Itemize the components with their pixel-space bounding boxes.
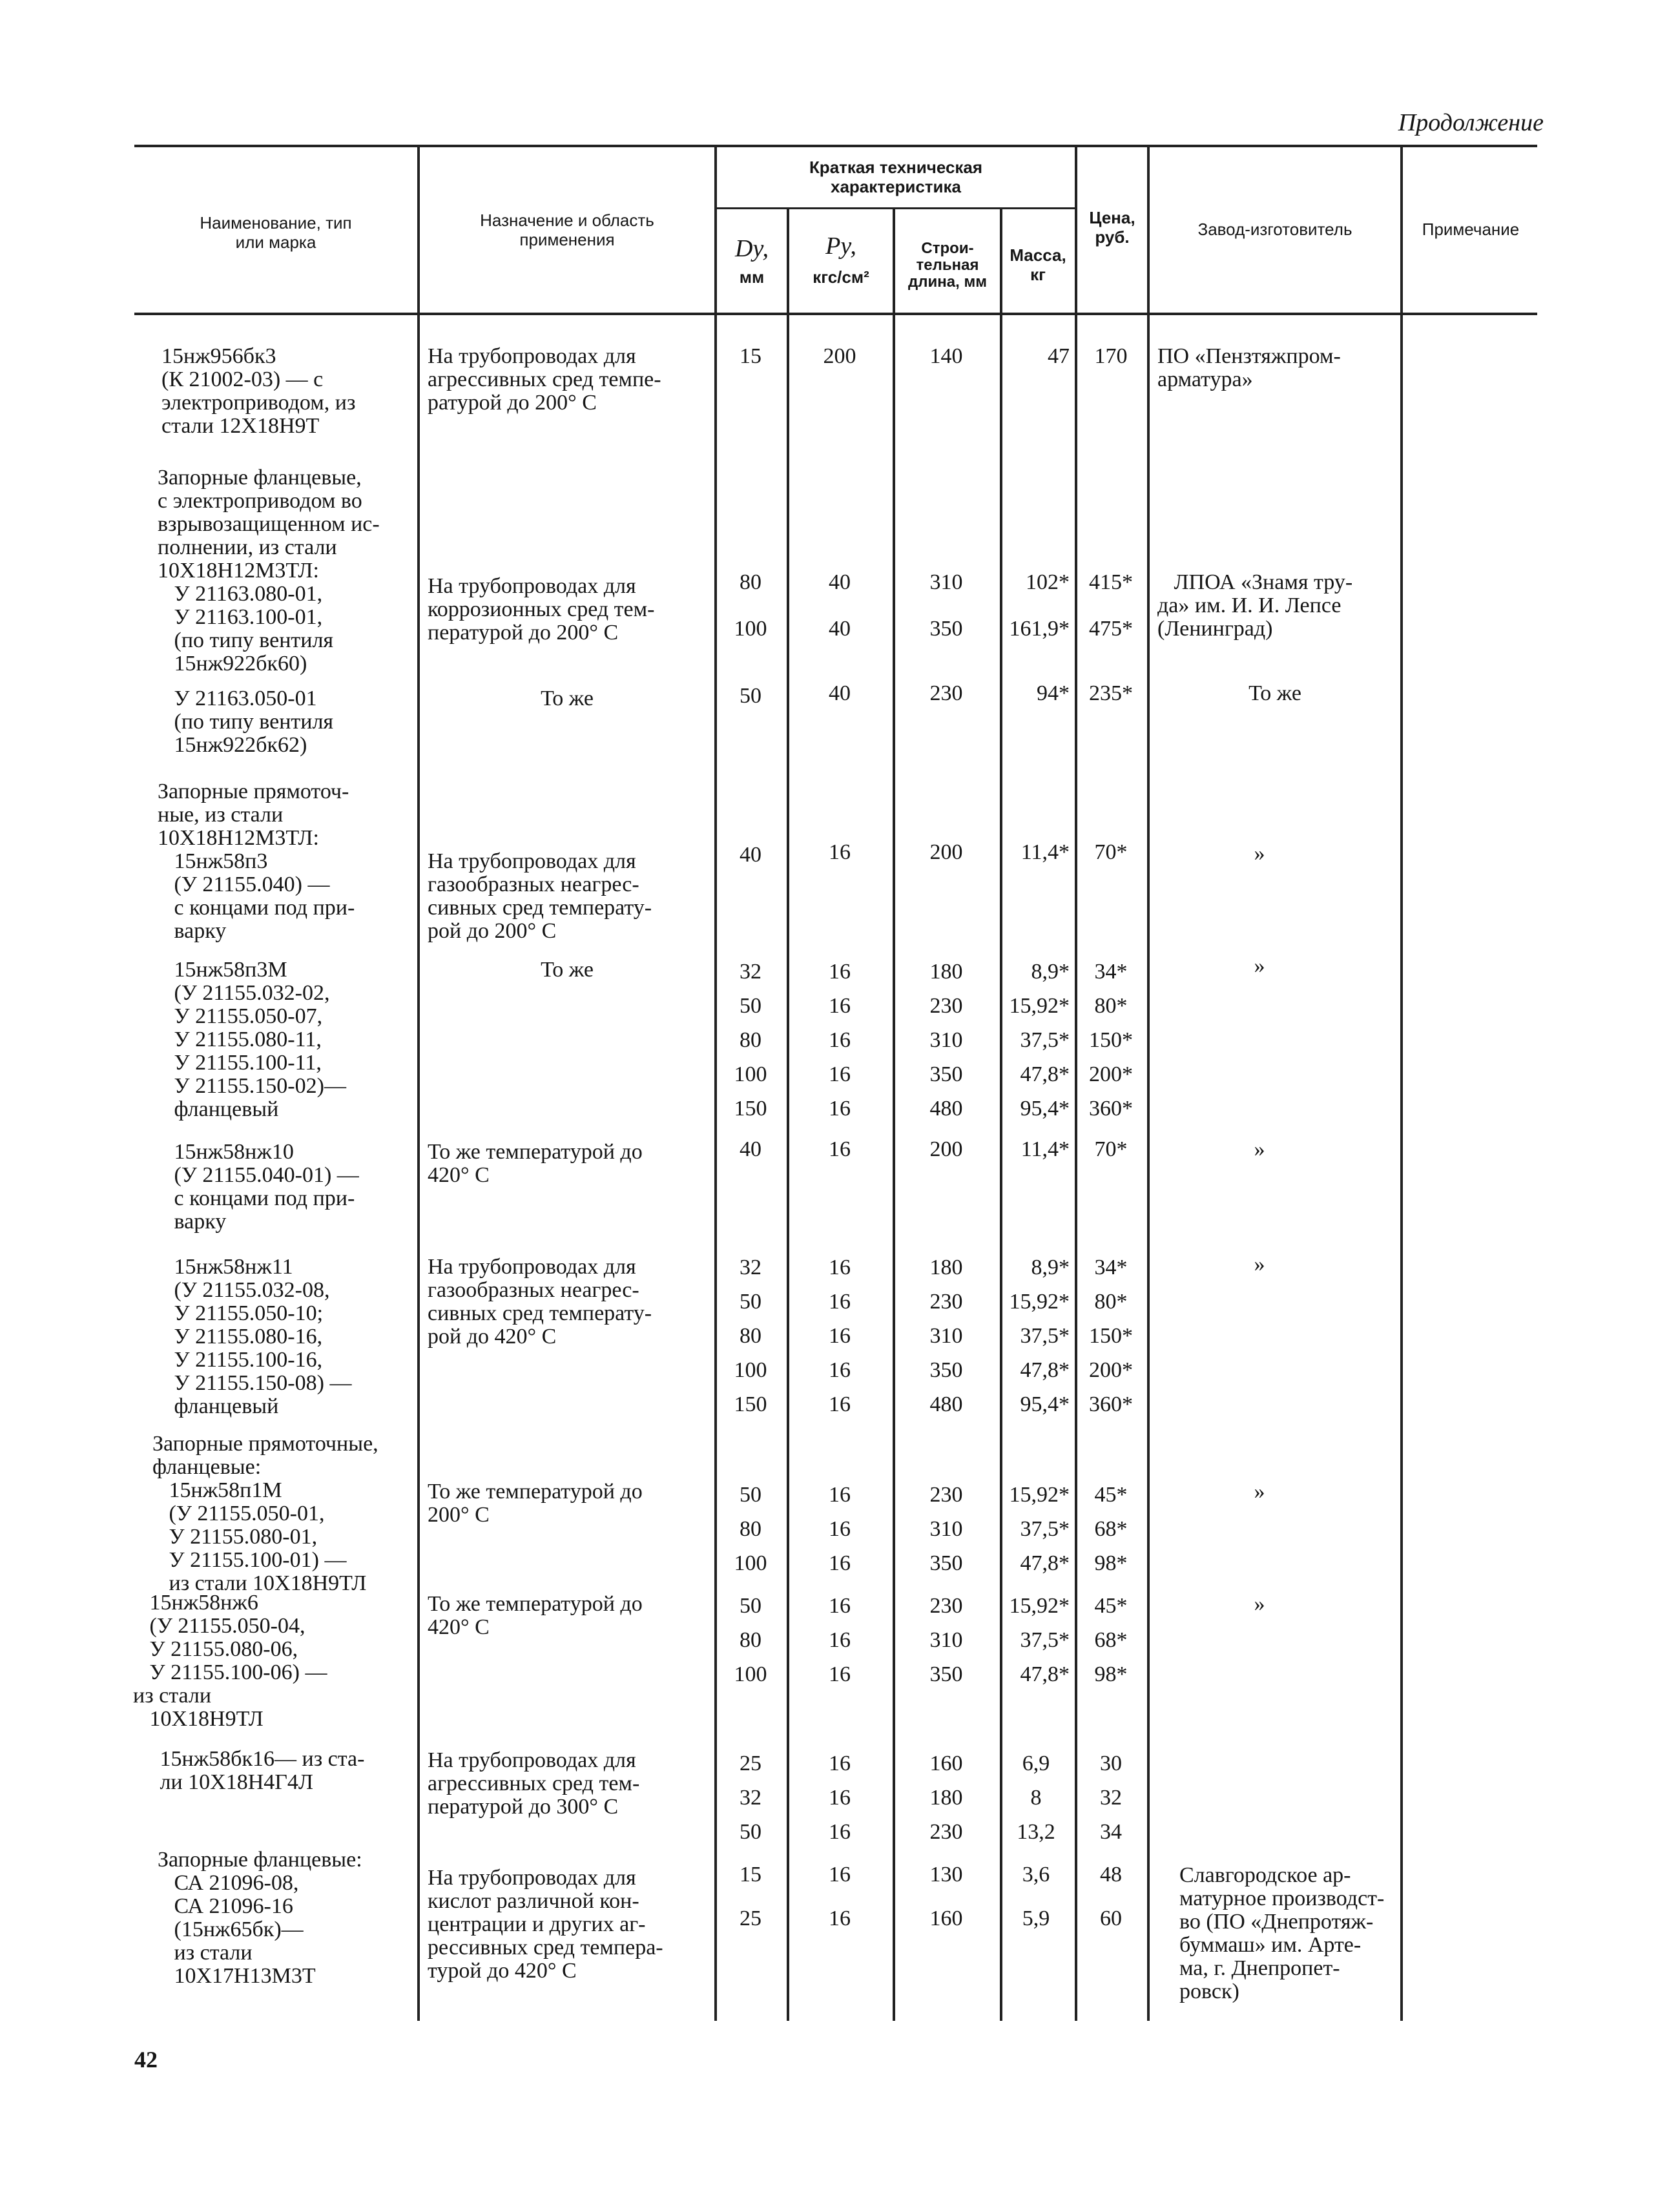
row-mass: 11,4* xyxy=(1020,840,1070,864)
row-mass: 8,9* 15,92* 37,5* 47,8* 95,4* xyxy=(1009,1256,1070,1416)
row-py: 40 xyxy=(829,681,851,705)
header-py: Pу, xyxy=(825,233,856,260)
col-divider-1 xyxy=(417,145,420,2021)
row-name: У 21163.050-01 (по типу вентиля 15нж922бк62) xyxy=(174,687,334,757)
row-name: Запорные фланцевые: СА 21096-08, СА 21096-16 (15нж65бк)— из стали 10Х17Н13М3Т xyxy=(158,1848,362,1988)
row-mass: 102* 161,9* xyxy=(1009,570,1070,641)
row-price: 45* 68* 98* xyxy=(1094,1483,1128,1575)
row-purpose: На трубопроводах для кислот различной кон- центрации и других аг- рессивных сред темпера- турой до 420° С xyxy=(428,1866,663,1983)
row-dy: 25 32 50 xyxy=(740,1752,761,1844)
row-maker: » xyxy=(1254,954,1265,978)
row-length: 160 180 230 xyxy=(929,1752,963,1844)
row-dy: 50 xyxy=(740,684,761,708)
row-length: 310 350 xyxy=(929,570,963,641)
header-name: Наименование, тип или марка xyxy=(200,213,352,252)
row-py: 16 16 16 xyxy=(829,1483,851,1575)
header-price: Цена, руб. xyxy=(1089,208,1135,247)
row-dy: 40 xyxy=(740,843,761,867)
row-purpose: На трубопроводах для агрессивных сред темпе- ратурой до 200° С xyxy=(428,344,661,415)
row-mass: 94* xyxy=(1037,681,1070,705)
header-dy: Dу, xyxy=(735,235,769,262)
row-price: 70* xyxy=(1094,840,1128,864)
row-length: 230 xyxy=(929,681,963,705)
row-py: 40 40 xyxy=(829,570,851,641)
row-maker: ЛПОА «Знамя тру- да» им. И. И. Лепсе (Ленинград) xyxy=(1157,570,1353,641)
header-length: Строи- тельная длина, мм xyxy=(908,240,987,291)
header-note: Примечание xyxy=(1422,220,1520,239)
header-bottom-rule xyxy=(134,313,1537,315)
row-name: 15нж58нж6 (У 21155.050-04, У 21155.080-06, У 21155.100-06) — из стали 10Х18Н9ТЛ xyxy=(133,1591,327,1731)
row-mass: 15,92* 37,5* 47,8* xyxy=(1009,1483,1070,1575)
tech-subheader-rule xyxy=(716,207,1075,209)
row-dy: 50 80 100 xyxy=(734,1594,767,1686)
row-purpose: На трубопроводах для газообразных неагрес- сивных сред температу- рой до 200° С xyxy=(428,849,652,943)
row-mass: 15,92* 37,5* 47,8* xyxy=(1009,1594,1070,1686)
row-price: 34* 80* 150* 200* 360* xyxy=(1089,1256,1133,1416)
row-dy: 15 xyxy=(740,344,761,368)
col-divider-8 xyxy=(1400,145,1403,2021)
row-length: 130 160 xyxy=(929,1863,963,1930)
row-price: 34* 80* 150* 200* 360* xyxy=(1089,960,1133,1121)
row-name: Запорные прямоточные, фланцевые: 15нж58п1М (У 21155.050-01, У 21155.080-01, У 21155.100-01) — из стали 10Х18Н9ТЛ xyxy=(152,1432,378,1595)
row-purpose: То же xyxy=(541,958,594,982)
row-dy: 40 xyxy=(740,1137,761,1161)
row-name: Запорные фланцевые, с электроприводом во взрывозащищенном ис- полнении, из стали 10Х18Н12М3ТЛ: У 21163.080-01, У 21163.100-01, (по типу вентиля 15нж922бк60) xyxy=(158,466,380,676)
row-price: 415* 475* xyxy=(1089,570,1133,641)
row-price: 48 60 xyxy=(1100,1863,1122,1930)
page-number: 42 xyxy=(134,2047,158,2072)
col-divider-7 xyxy=(1147,145,1150,2021)
header-dy-unit: мм xyxy=(739,267,765,287)
row-price: 235* xyxy=(1089,681,1133,705)
row-length: 200 xyxy=(929,840,963,864)
row-price: 45* 68* 98* xyxy=(1094,1594,1128,1686)
row-py: 16 xyxy=(829,1137,851,1161)
row-dy: 32 50 80 100 150 xyxy=(734,1256,767,1416)
row-purpose: То же температурой до 200° С xyxy=(428,1480,643,1527)
row-name: 15нж58нж10 (У 21155.040-01) — с концами под при- варку xyxy=(174,1140,359,1234)
row-name: 15нж58п3М (У 21155.032-02, У 21155.050-07, У 21155.080-11, У 21155.100-11, У 21155.150-02)— фланцевый xyxy=(174,958,346,1121)
header-purpose: Назначение и область применения xyxy=(480,211,654,249)
continuation-label: Продолжение xyxy=(1398,109,1544,136)
row-purpose: На трубопроводах для коррозионных сред тем- пературой до 200° С xyxy=(428,574,655,645)
row-mass: 11,4* xyxy=(1020,1137,1070,1161)
row-maker: » xyxy=(1254,842,1265,865)
row-mass: 6,9 8 13,2 xyxy=(1017,1752,1055,1844)
top-rule xyxy=(134,145,1537,147)
row-dy: 80 100 xyxy=(734,570,767,641)
header-py-unit: кгс/см² xyxy=(813,267,869,287)
row-py: 200 xyxy=(823,344,856,368)
row-dy: 15 25 xyxy=(740,1863,761,1930)
row-maker: То же xyxy=(1248,681,1301,705)
row-dy: 32 50 80 100 150 xyxy=(734,960,767,1121)
row-purpose: То же температурой до 420° С xyxy=(428,1592,643,1639)
row-length: 180 230 310 350 480 xyxy=(929,1256,963,1416)
row-price: 70* xyxy=(1094,1137,1128,1161)
row-maker: » xyxy=(1254,1592,1265,1616)
row-purpose: На трубопроводах для агрессивных сред тем- пературой до 300° С xyxy=(428,1748,640,1819)
header-maker: Завод-изготовитель xyxy=(1197,220,1352,239)
row-py: 16 16 16 16 16 xyxy=(829,1256,851,1416)
row-purpose: На трубопроводах для газообразных неагрес- сивных сред температу- рой до 420° С xyxy=(428,1255,652,1349)
row-py: 16 16 16 16 16 xyxy=(829,960,851,1121)
header-tech: Краткая техническая характеристика xyxy=(809,158,983,196)
row-purpose: То же xyxy=(541,687,594,710)
header-mass: Масса, кг xyxy=(1010,245,1066,284)
row-maker: ПО «Пензтяжпром- арматура» xyxy=(1157,344,1341,391)
row-maker: » xyxy=(1254,1480,1265,1504)
row-py: 16 16 xyxy=(829,1863,851,1930)
row-dy: 50 80 100 xyxy=(734,1483,767,1575)
row-price: 170 xyxy=(1094,344,1128,368)
row-maker: » xyxy=(1254,1137,1265,1161)
row-mass: 3,6 5,9 xyxy=(1022,1863,1050,1930)
row-price: 30 32 34 xyxy=(1100,1752,1122,1844)
row-name: 15нж956бк3 (К 21002-03) — с электроприводом, из стали 12Х18Н9Т xyxy=(161,344,356,438)
row-mass: 8,9* 15,92* 37,5* 47,8* 95,4* xyxy=(1009,960,1070,1121)
row-py: 16 xyxy=(829,840,851,864)
row-name: 15нж58нж11 (У 21155.032-08, У 21155.050-10; У 21155.080-16, У 21155.100-16, У 21155.150-08) — фланцевый xyxy=(174,1255,352,1418)
row-length: 230 310 350 xyxy=(929,1483,963,1575)
row-name: 15нж58бк16— из ста- ли 10Х18Н4Г4Л xyxy=(160,1747,365,1794)
row-mass: 47 xyxy=(1048,344,1070,368)
row-purpose: То же температурой до 420° С xyxy=(428,1140,643,1187)
row-length: 230 310 350 xyxy=(929,1594,963,1686)
row-length: 140 xyxy=(929,344,963,368)
row-length: 200 xyxy=(929,1137,963,1161)
row-py: 16 16 16 xyxy=(829,1594,851,1686)
row-maker: Славгородское ар- матурное производст- во (ПО «Днепротяж- буммаш» им. Арте- ма, г. Днепропет- ровск) xyxy=(1179,1863,1385,2003)
row-py: 16 16 16 xyxy=(829,1752,851,1844)
row-name: Запорные прямоточ- ные, из стали 10Х18Н12М3ТЛ: 15нж58п3 (У 21155.040) — с концами под при- варку xyxy=(158,780,355,943)
row-length: 180 230 310 350 480 xyxy=(929,960,963,1121)
row-maker: » xyxy=(1254,1252,1265,1276)
